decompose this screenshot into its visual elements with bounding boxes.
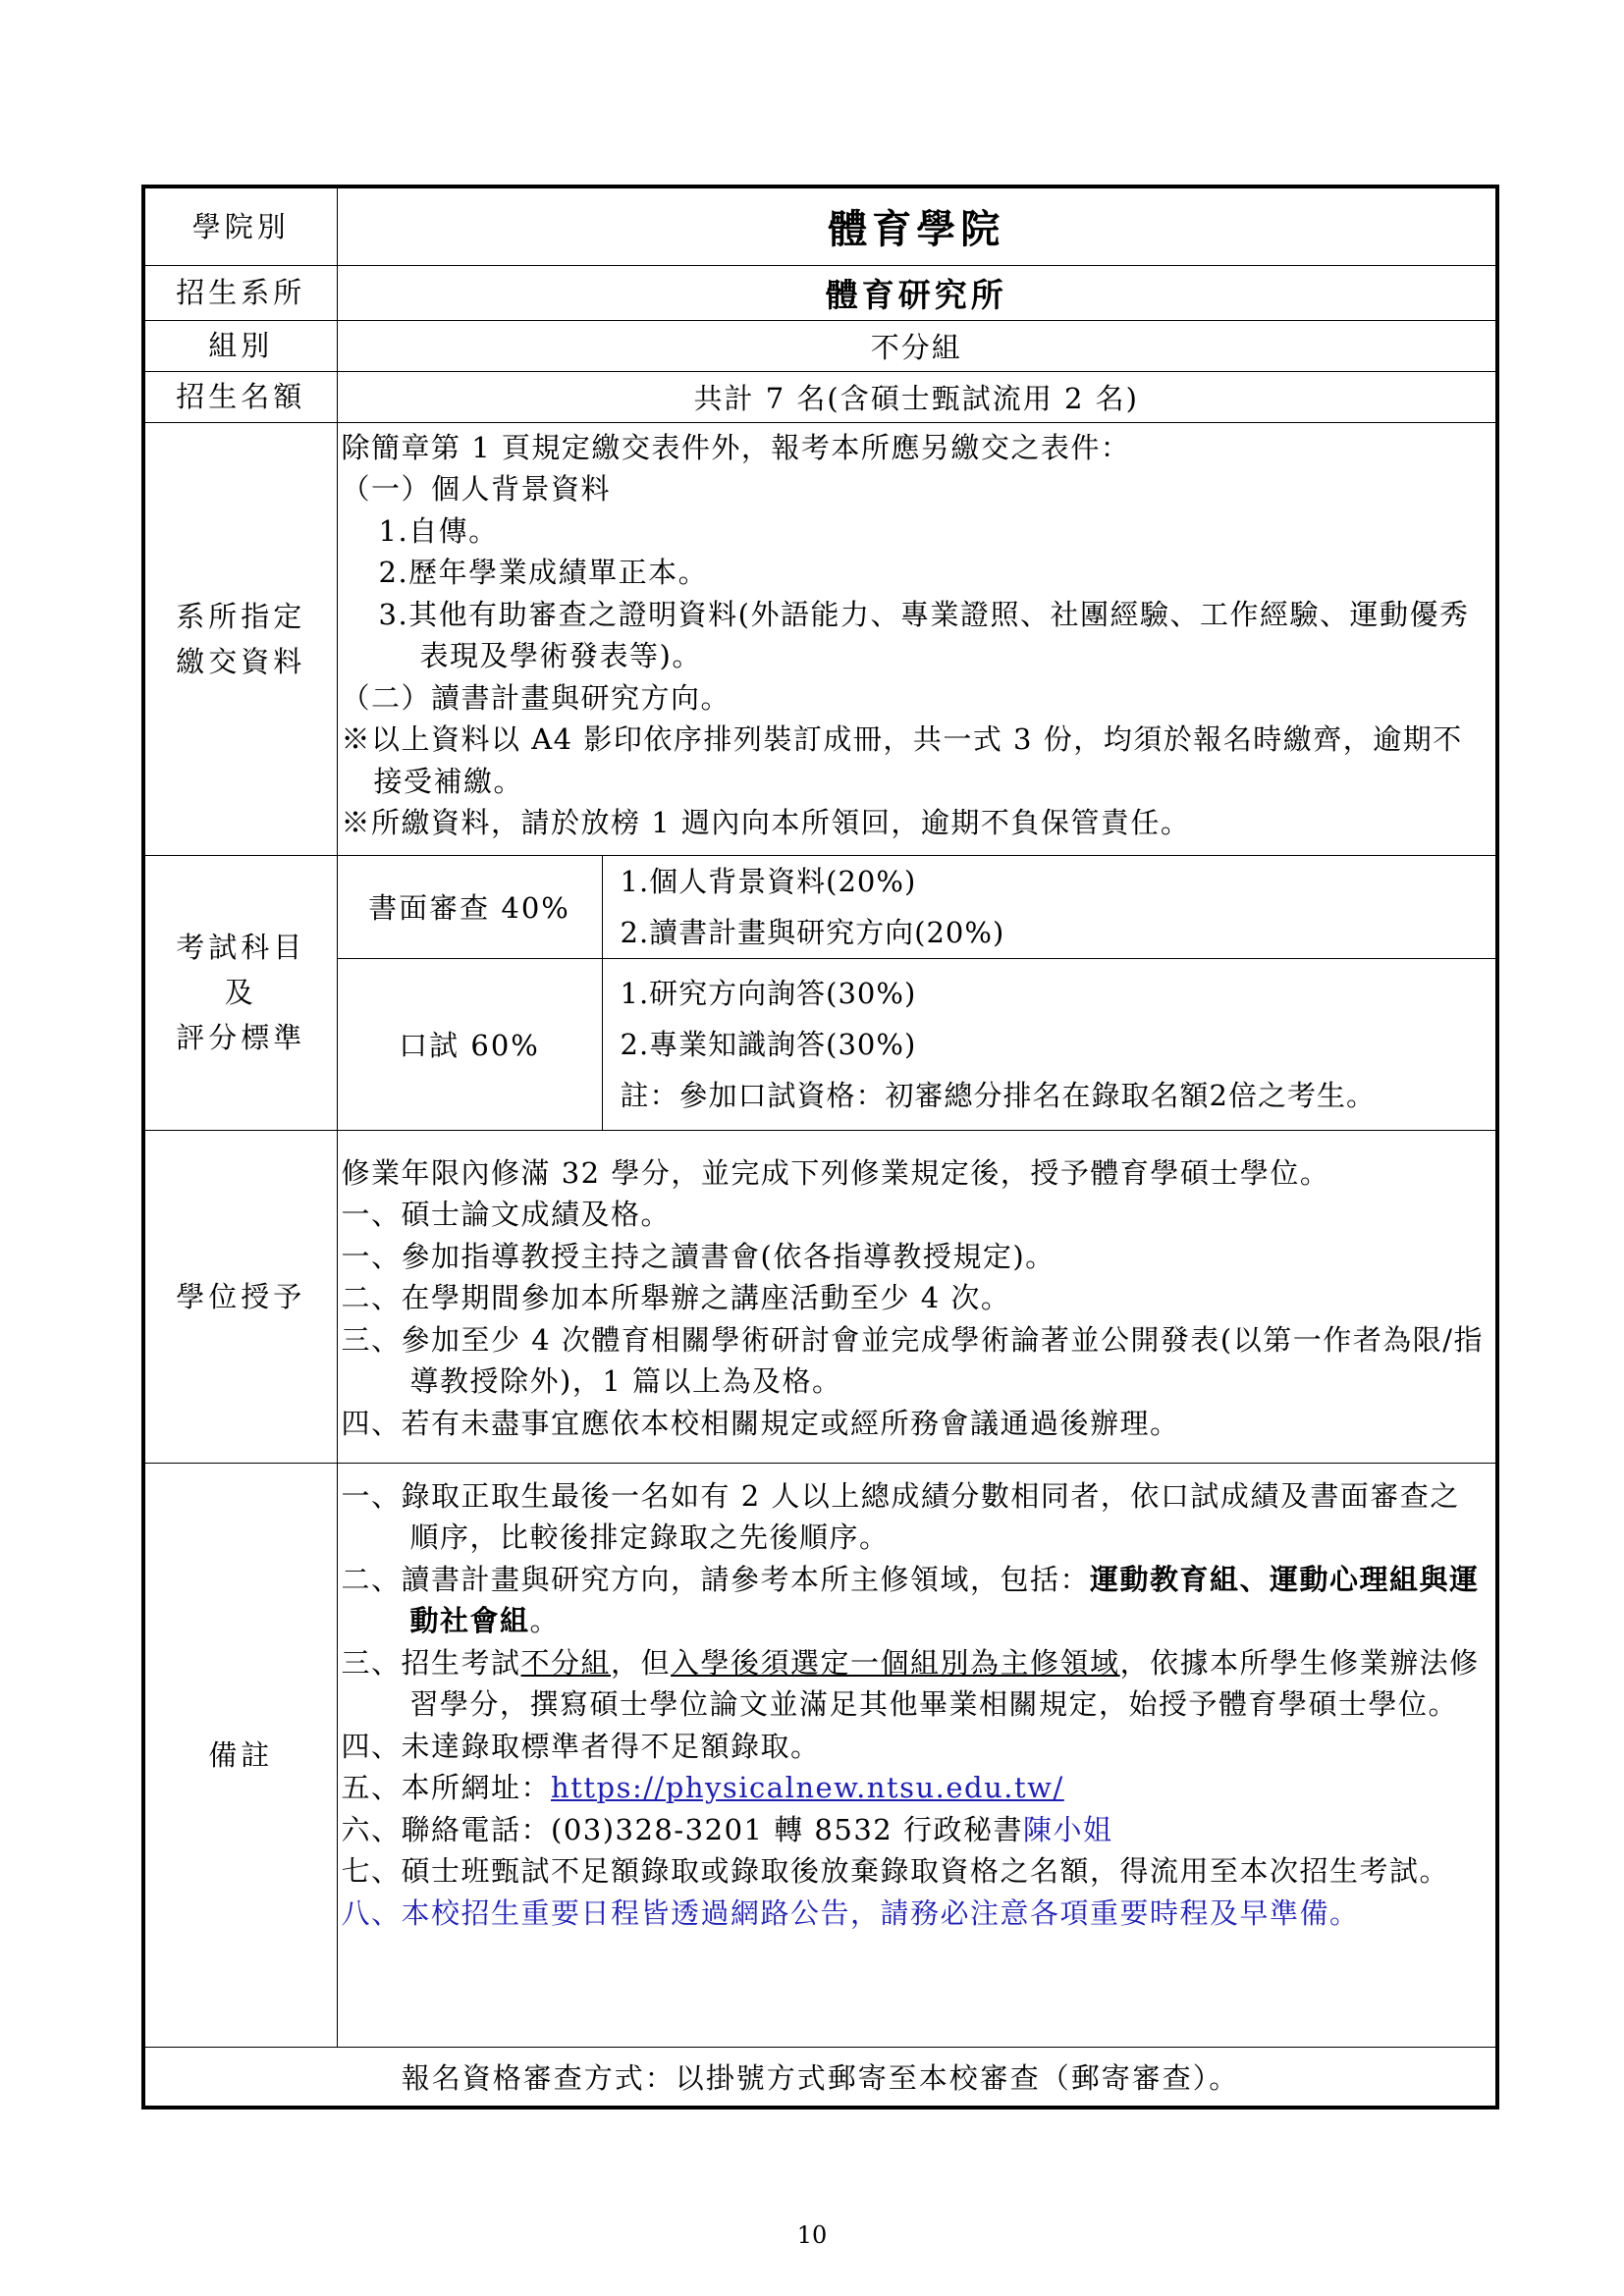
footer-note: 報名資格審查方式：以掛號方式郵寄至本校審查（郵寄審查）。	[143, 2047, 1497, 2108]
group-row	[143, 320, 1497, 371]
note-item: 一、錄取正取生最後一名如有 2 人以上總成績分數相同者，依口試成績及書面審查之順序，比較後排定錄取之先後順序。	[341, 1478, 1460, 1554]
group-label: 組別	[143, 320, 337, 371]
materials-note: ※以上資料以 A4 影印依序排列裝訂成冊，共一式 3 份，均須於報名時繳齊，逾期不接受補繳。	[341, 722, 1463, 798]
website-link[interactable]: https://physicalnew.ntsu.edu.tw/	[551, 1771, 1064, 1804]
degree-item: 二、在學期間參加本所舉辦之講座活動至少 4 次。	[341, 1281, 1011, 1314]
note-text: ，依據本所學生修業辦法修習學分，撰寫碩士學位論文並滿足其他畢業相關規定，始授予體育學碩士學位。	[409, 1645, 1480, 1721]
quota-value: 共計 7 名(含碩士甄試流用 2 名)	[337, 371, 1497, 422]
materials-label-line2: 繳交資料	[176, 644, 306, 678]
note-item-highlight: 八、本校招生重要日程皆透過網路公告，請務必注意各項重要時程及早準備。	[341, 1896, 1360, 1930]
degree-intro: 修業年限內修滿 32 學分，並完成下列修業規定後，授予體育學碩士學位。	[341, 1155, 1330, 1190]
materials-label-line1: 系所指定	[176, 599, 306, 633]
note-item: 七、碩士班甄試不足額錄取或錄取後放棄錄取資格之名額，得流用至本次招生考試。	[341, 1854, 1450, 1888]
degree-item: 一、參加指導教授主持之讀書會(依各指導教授規定)。	[341, 1239, 1056, 1273]
materials-label	[143, 422, 337, 855]
materials-item: 1.自傳。	[378, 513, 499, 548]
degree-label: 學位授予	[143, 1130, 337, 1463]
oral-exam-items	[602, 958, 1497, 1130]
quota-row	[143, 371, 1497, 422]
exam-label-line1: 考試科目	[176, 931, 306, 964]
oral-item: 2.專業知識詢答(30%)	[620, 1027, 917, 1061]
note-bold-text: 運動教育組、運動心理組與運動社會組	[409, 1562, 1480, 1637]
college-value: 體育學院	[337, 187, 1497, 265]
quota-label: 招生名額	[143, 371, 337, 422]
exam-label	[143, 855, 337, 1130]
oral-note: 註：參加口試資格：初審總分排名在錄取名額2倍之考生。	[620, 1078, 1376, 1112]
written-review-label: 書面審查 40%	[337, 855, 602, 958]
note-underlined-text: 入學後須選定一個組別為主修領域	[671, 1645, 1120, 1680]
exam-oral-row	[143, 958, 1497, 1130]
department-label: 招生系所	[143, 265, 337, 320]
note-text: 二、讀書計畫與研究方向，請參考本所主修領域，包括：	[341, 1562, 1091, 1596]
note-text: 六、聯絡電話：(03)328-3201 轉 8532 行政秘書	[341, 1812, 1023, 1846]
materials-section-2: （二）讀書計畫與研究方向。	[341, 680, 731, 715]
note-underlined-text: 不分組	[520, 1645, 612, 1680]
department-value: 體育研究所	[337, 265, 1497, 320]
note-item	[342, 1809, 1490, 1851]
note-text: ，但	[611, 1645, 672, 1680]
degree-item: 一、碩士論文成績及格。	[341, 1198, 672, 1231]
materials-item: 2.歷年學業成績單正本。	[378, 556, 709, 589]
note-item	[342, 1559, 1490, 1642]
materials-item: 3.其他有助審查之證明資料(外語能力、專業證照、社團經驗、工作經驗、運動優秀表現及學術發表等)。	[378, 597, 1470, 672]
page-number: 10	[796, 2221, 828, 2249]
degree-item: 四、若有未盡事宜應依本校相關規定或經所務會議通過後辦理。	[341, 1406, 1180, 1440]
college-row	[143, 187, 1497, 265]
note-text: 三、招生考試	[341, 1645, 521, 1680]
department-row	[143, 265, 1497, 320]
written-review-items	[602, 855, 1497, 958]
note-text: 。	[529, 1604, 561, 1637]
notes-content	[337, 1463, 1497, 2047]
notes-label: 備註	[143, 1463, 337, 2047]
materials-section-1: （一）個人背景資料	[341, 472, 612, 506]
oral-item: 1.研究方向詢答(30%)	[620, 976, 917, 1010]
note-item: 四、未達錄取標準者得不足額錄取。	[341, 1729, 821, 1763]
footer-note-row	[143, 2047, 1497, 2108]
note-item	[342, 1767, 1490, 1809]
exam-written-row	[143, 855, 1497, 958]
exam-label-line2: 及	[224, 976, 257, 1009]
materials-row	[143, 422, 1497, 855]
exam-label-line3: 評分標準	[176, 1021, 306, 1054]
degree-content	[337, 1130, 1497, 1463]
notes-row	[143, 1463, 1497, 2047]
materials-note: ※所繳資料，請於放榜 1 週內向本所領回，逾期不負保管責任。	[341, 806, 1191, 839]
materials-content	[337, 422, 1497, 855]
materials-intro: 除簡章第 1 頁規定繳交表件外，報考本所應另繳交之表件：	[341, 430, 1131, 464]
group-value: 不分組	[337, 320, 1497, 371]
note-item	[342, 1642, 1490, 1726]
written-item: 1.個人背景資料(20%)	[620, 864, 917, 898]
degree-row	[143, 1130, 1497, 1463]
college-label: 學院別	[143, 187, 337, 265]
degree-item: 三、參加至少 4 次體育相關學術研討會並完成學術論著並公開發表(以第一作者為限/指導教授除外)，1 篇以上為及格。	[341, 1322, 1484, 1398]
admission-info-table	[141, 185, 1499, 2109]
note-text: 五、本所網址：	[341, 1771, 552, 1804]
written-item: 2.讀書計畫與研究方向(20%)	[620, 915, 1005, 949]
oral-exam-label: 口試 60%	[337, 958, 602, 1130]
contact-name: 陳小姐	[1022, 1812, 1113, 1846]
